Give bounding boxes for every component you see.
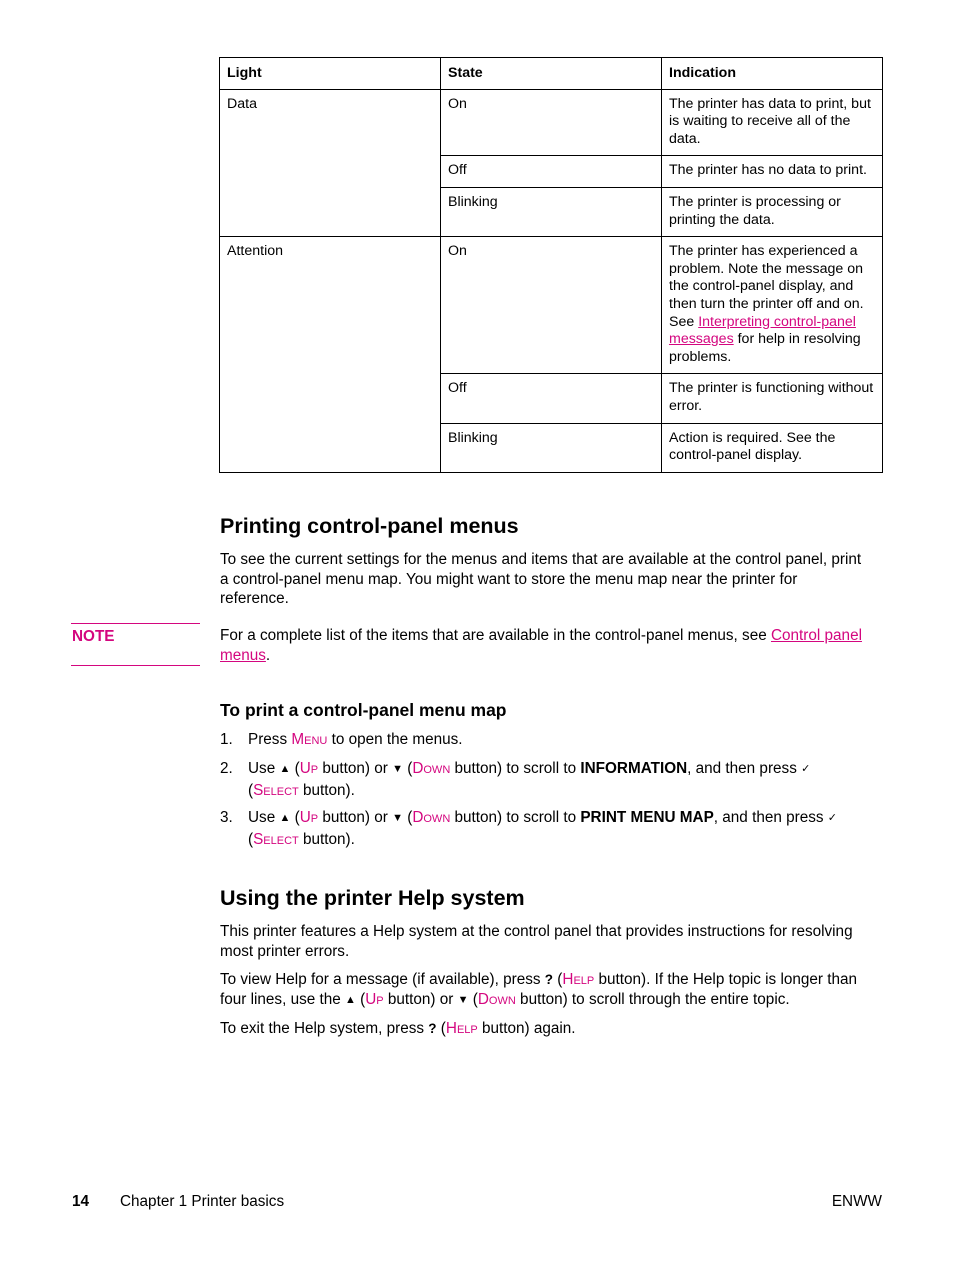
state-cell: Off [441,374,662,423]
interpreting-messages-link[interactable]: Interpreting control-panel messages [669,313,856,348]
up-arrow-icon: ▲ [345,993,356,1006]
down-arrow-icon: ▼ [457,993,469,1006]
down-button-name: Down [412,760,451,777]
help-text-part: button) or [383,990,458,1008]
indication-cell: The printer has no data to print. [662,156,883,188]
indication-cell: The printer is processing or printing the data. [662,187,883,236]
down-arrow-icon: ▼ [392,763,403,775]
down-button-name: Down [477,990,516,1008]
help-text-part: ( [553,971,563,988]
help-question-icon: ? [544,972,554,987]
step-text-part: , and then press [713,809,828,826]
help-question-icon: ? [428,1021,437,1036]
indication-cell: Action is required. See the control-panel display. [662,423,883,472]
note-text [220,626,870,665]
step-text-part: button) to scroll to [450,760,581,777]
step-text-part: to open the menus. [327,731,463,748]
select-button-name: Select [253,830,299,848]
up-button-name: Up [299,809,319,826]
step-text-part: button) or [318,809,393,826]
help-intro: This printer features a Help system at the control panel that provides instructions for resolving most printer errors. [220,923,853,960]
procedure-title: To print a control-panel menu map [220,700,507,720]
up-arrow-icon: ▲ [279,763,291,775]
table-header-row [220,58,883,90]
step-text-part: ( [248,830,254,848]
step-text-part: , and then press [687,760,802,777]
help-button-name: Help [562,971,595,988]
menu-button-name: Menu [291,731,328,748]
step-text-part: ( [290,809,300,826]
section-intro: To see the current settings for the menus and items that are available at the control panel, print a control-panel menu map. You might want to store the menu map near the printer for reference. [220,551,862,608]
step-1-text [248,730,873,750]
select-button-name: Select [253,781,299,799]
section-title-printing-menus: Printing control-panel menus [220,514,519,538]
help-button-name: Help [445,1020,478,1037]
step-2-text [248,759,873,800]
step-text-part: Use [248,760,280,777]
checkmark-icon: ✓ [827,812,837,824]
step-text-part: ( [248,781,254,799]
step-text-part: Use [248,809,280,826]
chapter-label: Chapter 1 Printer basics [120,1193,285,1210]
state-cell: Blinking [441,423,662,472]
indication-cell: The printer has data to print, but is waiting to receive all of the data. [662,89,883,156]
step-text-part: ( [402,809,413,826]
light-data-cell: Data [220,89,441,237]
indication-text: The printer has experienced a problem. Note the message on the control-panel display, and then turn the printer off and on. See [669,243,864,330]
help-text-part: button) to scroll through the entire topic. [515,990,790,1008]
step-text-part: button). [298,830,355,848]
step-text-part: button). [298,781,355,799]
help-exit-paragraph [220,1019,870,1039]
note-text-post: . [265,646,271,664]
step-text-part: button) to scroll to [450,809,581,826]
header-state: State [441,58,662,90]
step-text-part: button) or [318,760,393,777]
header-light: Light [220,58,441,90]
control-panel-menus-link[interactable]: Control panel menus [220,627,862,664]
step-number: 1. [220,731,233,748]
up-arrow-icon: ▲ [279,812,291,824]
state-cell: On [441,237,662,374]
help-text-part: To exit the Help system, press [220,1020,429,1037]
help-text-part: ( [436,1020,446,1037]
state-cell: On [441,89,662,156]
footer-right-label: ENWW [831,1193,882,1210]
step-text-part: ( [290,760,300,777]
help-text-part: button). If the Help topic is longer than four lines, use the [220,971,857,1008]
status-lights-table [219,57,883,473]
step-text-part: Press [248,731,292,748]
light-attention-cell: Attention [220,237,441,473]
step-3-text [248,808,873,849]
note-text-pre: For a complete list of the items that are available in the control-panel menus, see [220,627,771,644]
help-text-part: ( [468,990,478,1008]
state-cell: Blinking [441,187,662,236]
page-number: 14 [72,1193,90,1210]
down-arrow-icon: ▼ [392,812,403,824]
section-title-help-system: Using the printer Help system [220,886,525,910]
step-number: 3. [220,809,233,826]
step-text-part: ( [402,760,413,777]
down-button-name: Down [412,809,451,826]
up-button-name: Up [299,760,319,777]
checkmark-icon: ✓ [801,763,811,775]
table-row [220,89,883,156]
step-number: 2. [220,760,233,777]
help-text-part: To view Help for a message (if available), press [220,971,545,988]
note-label: NOTE [72,628,115,645]
menu-target: INFORMATION [580,760,688,777]
help-text-part: ( [355,990,366,1008]
up-button-name: Up [365,990,384,1008]
table-row [220,237,883,374]
help-view-paragraph [220,970,870,1011]
indication-cell: The printer is functioning without error. [662,374,883,423]
indication-cell [662,237,883,374]
indication-text: for help in resolving problems. [669,331,861,365]
note-top-rule [71,623,200,624]
help-text-part: button) again. [477,1020,576,1037]
state-cell: Off [441,156,662,188]
header-indication: Indication [662,58,883,90]
menu-target: PRINT MENU MAP [580,809,714,826]
note-bottom-rule [71,665,200,666]
